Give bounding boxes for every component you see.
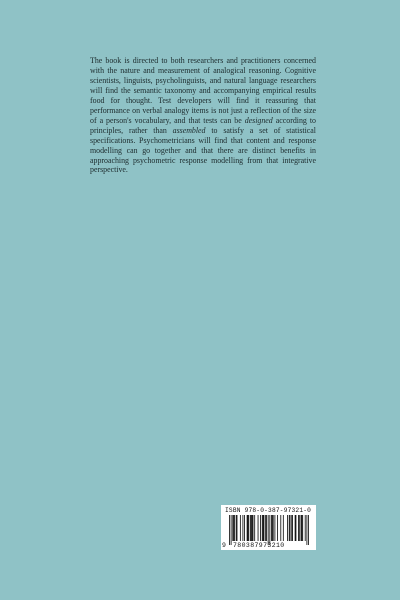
barcode-bar bbox=[308, 515, 309, 545]
barcode-bar bbox=[233, 515, 234, 541]
blurb-text-1: The book is directed to both researchers and practitioners concerned with the nature and measurement of analogical reasoning. Cognitive scientists, linguists, psycholinguists, and natural language researchers will find the semantic taxonomy and accompanying empirical results food for thought. Test developers will find it reassuring that performance on verbal analogy items is not just a reflection of the size of a person's vocabulary, and that tests can be bbox=[90, 56, 316, 125]
blurb-emphasis-assembled: assembled bbox=[172, 125, 206, 135]
barcode-bar bbox=[295, 515, 296, 541]
barcode-bar bbox=[234, 515, 235, 541]
barcode-bar bbox=[231, 515, 232, 545]
barcode-bar bbox=[252, 515, 253, 541]
barcode-bar bbox=[263, 515, 264, 541]
isbn-label: ISBN 978-0-387-97321-0 bbox=[225, 507, 312, 514]
barcode-bar bbox=[291, 515, 292, 541]
barcode-bar bbox=[236, 515, 237, 541]
barcode-bar bbox=[269, 515, 270, 545]
barcode-bar bbox=[277, 515, 278, 541]
barcode-bar bbox=[272, 515, 273, 541]
barcode-bar bbox=[280, 515, 281, 541]
barcode-bar bbox=[264, 515, 265, 541]
barcode-bar bbox=[232, 515, 233, 541]
barcode-bar bbox=[299, 515, 300, 541]
barcode-bar bbox=[268, 515, 269, 545]
barcode-bar bbox=[262, 515, 263, 541]
barcode-bars-icon bbox=[229, 515, 309, 545]
back-cover-description bbox=[90, 56, 316, 175]
barcode-bar bbox=[298, 515, 299, 541]
blurb-text-2: according to principles, rather than bbox=[90, 115, 316, 135]
ean-digits: 780387973210 bbox=[233, 542, 285, 549]
barcode-bar bbox=[305, 515, 306, 541]
barcode-bar bbox=[240, 515, 241, 541]
barcode-bar bbox=[273, 515, 274, 541]
ean-first-digit: 9 bbox=[222, 542, 226, 549]
barcode-bar bbox=[260, 515, 261, 541]
barcode-bar bbox=[301, 515, 302, 541]
barcode-bar bbox=[253, 515, 254, 541]
barcode-bar bbox=[229, 515, 230, 545]
barcode-bar bbox=[271, 515, 272, 541]
barcode-bar bbox=[247, 515, 248, 541]
barcode-bar bbox=[287, 515, 288, 541]
barcode-bar bbox=[266, 515, 267, 541]
barcode-bar bbox=[242, 515, 243, 541]
barcode-bar bbox=[302, 515, 303, 541]
barcode-bar bbox=[258, 515, 259, 541]
blurb-emphasis-designed: designed bbox=[244, 115, 273, 125]
barcode-bar bbox=[248, 515, 249, 541]
barcode-bar bbox=[250, 515, 251, 541]
barcode-bar bbox=[283, 515, 284, 541]
barcode-bar bbox=[265, 515, 266, 541]
barcode-bar bbox=[274, 515, 275, 541]
barcode-bar bbox=[289, 515, 290, 541]
barcode-bar bbox=[244, 515, 245, 541]
barcode-bar bbox=[248, 515, 249, 541]
barcode-bar bbox=[301, 515, 302, 541]
barcode-bar bbox=[296, 515, 297, 541]
barcode-bar bbox=[237, 515, 238, 541]
barcode-bar bbox=[292, 515, 293, 541]
barcode-bar bbox=[290, 515, 291, 541]
isbn-barcode bbox=[221, 505, 316, 550]
barcode-bar bbox=[251, 515, 252, 541]
blurb-text-3: to satisfy a set of statistical specifications. Psychometricians will find that content and response modelling can go together and that there are distinct benefits in approaching psychometric response modelling from that integrative perspective. bbox=[90, 125, 316, 175]
barcode-bar bbox=[254, 515, 255, 541]
barcode-bar bbox=[306, 515, 307, 545]
